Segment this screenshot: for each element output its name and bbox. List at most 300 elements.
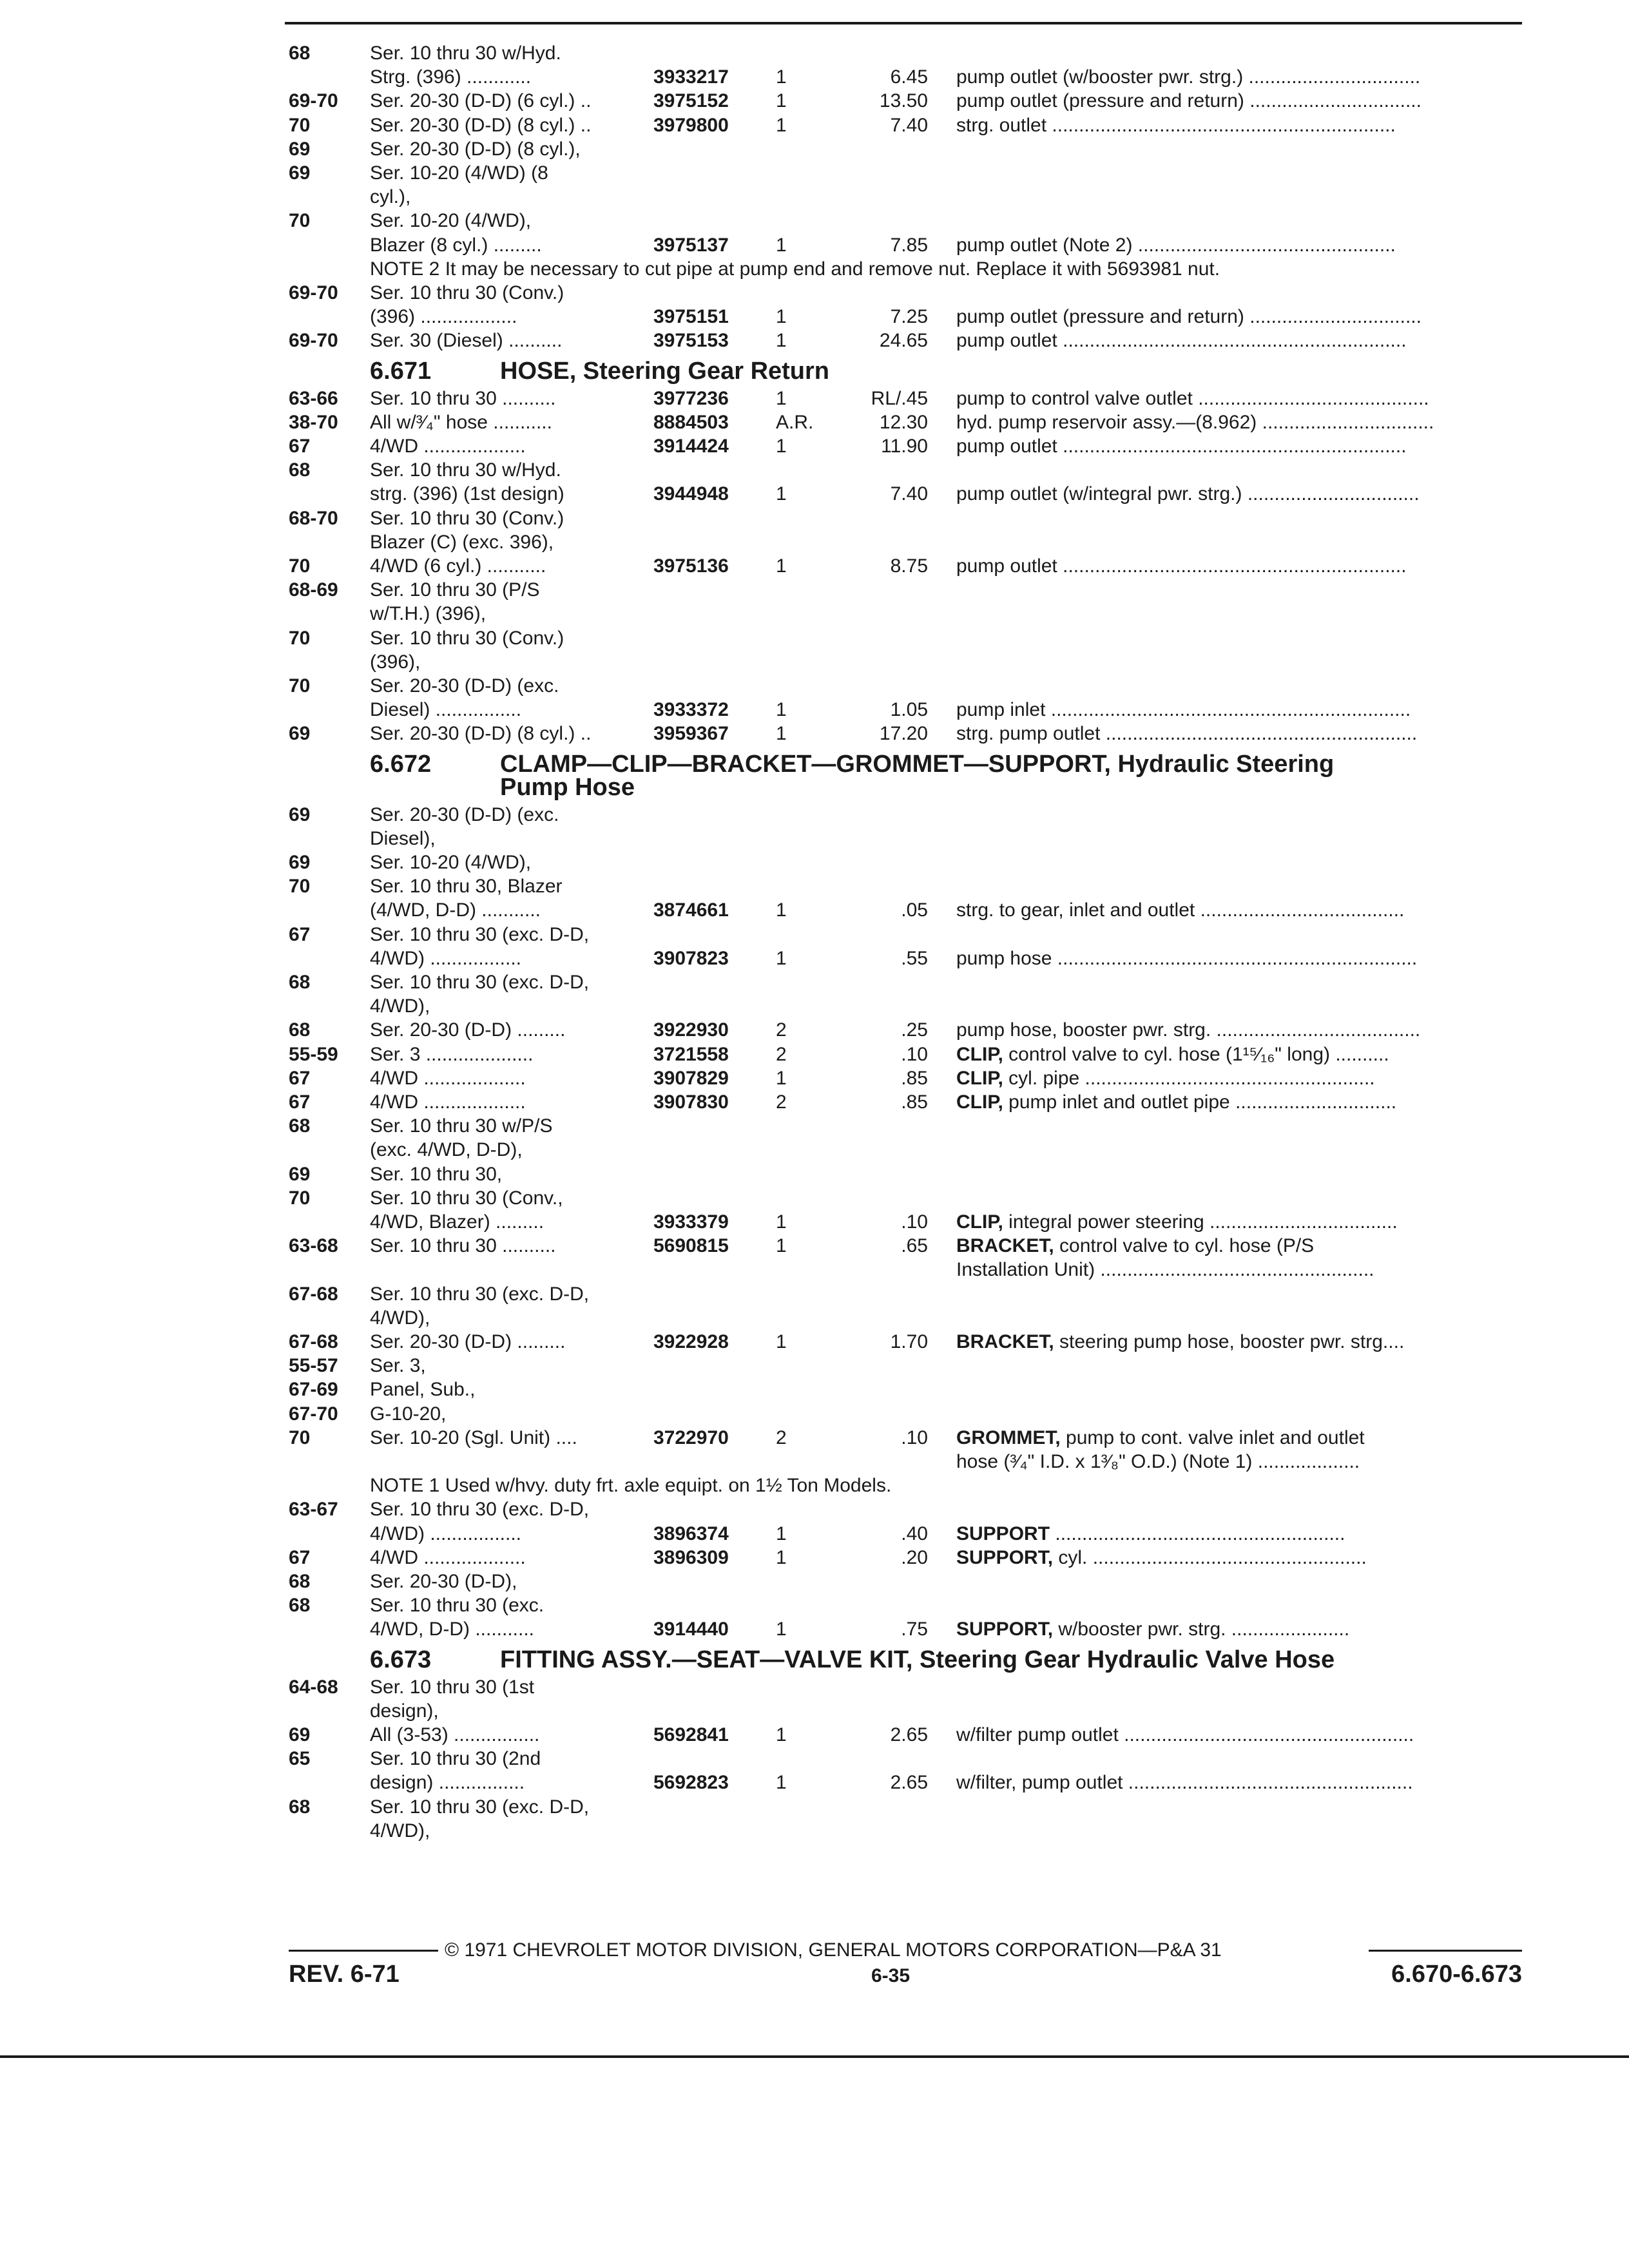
part-number: 3896309: [653, 1546, 729, 1568]
application: Ser. 10 thru 30 (Conv.,: [370, 1187, 563, 1209]
part-number: 3874661: [653, 899, 729, 921]
description-text: steering pump hose, booster pwr. strg....: [1054, 1331, 1405, 1352]
quantity: 1: [776, 306, 787, 328]
part-description: [956, 387, 1523, 411]
model-year: 69: [289, 803, 311, 825]
part-number: 8884503: [653, 411, 729, 433]
model-year: 67: [289, 923, 311, 945]
catalog-row-line: [0, 1114, 1629, 1139]
quantity: 1: [776, 436, 787, 457]
list-price: 13.50: [879, 90, 928, 112]
list-price: 1.05: [890, 699, 928, 721]
model-year: 70: [289, 1427, 311, 1448]
description-text: integral power steering ...................................: [1003, 1211, 1398, 1233]
page-number: 6-35: [871, 1965, 911, 1986]
part-type: CLIP,: [956, 1067, 1003, 1089]
part-description: [956, 1258, 1523, 1282]
part-number: 3975151: [653, 306, 729, 328]
section-range: 6.670-6.673: [1391, 1961, 1522, 1988]
model-year: 63-68: [289, 1235, 338, 1257]
quantity: 1: [776, 1724, 787, 1745]
part-description: [956, 1450, 1523, 1474]
application: Ser. 10 thru 30 (exc. D-D,: [370, 923, 590, 945]
catalog-row-line: [0, 530, 1629, 555]
catalog-row-line: [0, 1378, 1629, 1402]
catalog-row-line: [0, 1043, 1629, 1067]
part-number: 5692841: [653, 1724, 729, 1745]
part-description: [956, 698, 1523, 722]
quantity: 1: [776, 90, 787, 112]
catalog-row-line: [0, 554, 1629, 579]
catalog-row-line: [0, 994, 1629, 1019]
section-title: CLAMP—CLIP—BRACKET—GROMMET—SUPPORT, Hydraulic Steering: [500, 750, 1335, 778]
part-description: [956, 554, 1523, 579]
model-year: 68: [289, 1115, 311, 1137]
catalog-row-line: [0, 209, 1629, 233]
part-type: CLIP,: [956, 1091, 1003, 1113]
catalog-row-line: [0, 1354, 1629, 1378]
part-number: 3721558: [653, 1043, 729, 1065]
list-price: .10: [901, 1427, 928, 1448]
model-year: 68: [289, 1019, 311, 1041]
application: strg. (396) (1st design): [370, 483, 564, 505]
quantity: 2: [776, 1091, 787, 1113]
part-description: [956, 1617, 1523, 1642]
application: (396) ..................: [370, 306, 517, 328]
application: (396),: [370, 651, 421, 673]
list-price: 8.75: [890, 555, 928, 577]
quantity: 1: [776, 1331, 787, 1352]
quantity: 1: [776, 723, 787, 745]
list-price: 17.20: [879, 723, 928, 745]
part-number: 3907829: [653, 1067, 729, 1089]
model-year: 55-57: [289, 1355, 338, 1377]
section-number: 6.671: [370, 357, 432, 385]
model-year: 67: [289, 1091, 311, 1113]
part-description: [956, 1426, 1523, 1450]
application: Ser. 10 thru 30 w/Hyd.: [370, 459, 561, 481]
application: Ser. 3,: [370, 1355, 426, 1377]
application: Ser. 10 thru 30 (exc. D-D,: [370, 972, 590, 993]
catalog-row-line: [0, 650, 1629, 675]
section-title-continued: Pump Hose: [500, 773, 635, 801]
catalog-row-line: [0, 434, 1629, 459]
description-text: pump outlet (pressure and return) ................................: [956, 90, 1422, 112]
list-price: .10: [901, 1211, 928, 1233]
application: Ser. 10 thru 30 (Conv.): [370, 627, 564, 649]
catalog-row-line: [0, 626, 1629, 651]
application: 4/WD ...................: [370, 1067, 526, 1089]
part-description: [956, 722, 1523, 746]
part-description: [956, 1210, 1523, 1235]
application: Ser. 20-30 (D-D),: [370, 1571, 517, 1592]
catalog-row-line: [0, 1819, 1629, 1843]
model-year: 67-69: [289, 1379, 338, 1401]
catalog-row-line: [0, 1522, 1629, 1546]
part-number: 3933217: [653, 66, 729, 88]
part-description: [956, 1723, 1523, 1747]
part-number: 3922928: [653, 1331, 729, 1352]
application: Blazer (C) (exc. 396),: [370, 531, 554, 553]
catalog-row-line: [0, 1570, 1629, 1594]
model-year: 69: [289, 852, 311, 873]
application: 4/WD) .................: [370, 947, 522, 969]
model-year: 55-59: [289, 1043, 338, 1065]
catalog-row-line: [0, 1090, 1629, 1115]
part-description: [956, 1771, 1523, 1795]
part-number: 3979800: [653, 114, 729, 136]
catalog-row-line: [0, 1450, 1629, 1474]
application: Ser. 10 thru 30 (2nd: [370, 1748, 541, 1770]
quantity: 1: [776, 555, 787, 577]
model-year: 70: [289, 627, 311, 649]
application: 4/WD ...................: [370, 1091, 526, 1113]
part-description: [956, 1234, 1523, 1258]
application: Ser. 20-30 (D-D) (6 cyl.) ..: [370, 90, 592, 112]
catalog-row-line: [0, 874, 1629, 899]
part-number: 3933372: [653, 699, 729, 721]
part-number: 3914440: [653, 1619, 729, 1640]
list-price: .55: [901, 947, 928, 969]
application: Ser. 10-20 (Sgl. Unit) ....: [370, 1427, 577, 1448]
section-title: FITTING ASSY.—SEAT—VALVE KIT, Steering Gear Hydraulic Valve Hose: [500, 1646, 1335, 1673]
catalog-row-line: [0, 137, 1629, 162]
catalog-row-line: [0, 1426, 1629, 1450]
catalog-row-line: [0, 482, 1629, 506]
model-year: 69: [289, 138, 311, 160]
part-type: CLIP,: [956, 1043, 1003, 1065]
quantity: 2: [776, 1427, 787, 1448]
part-number: 3907830: [653, 1091, 729, 1113]
part-type: GROMMET,: [956, 1427, 1061, 1448]
model-year: 68: [289, 459, 311, 481]
model-year: 65: [289, 1748, 311, 1770]
part-number: 3907823: [653, 947, 729, 969]
application: Ser. 3 ....................: [370, 1043, 534, 1065]
catalog-row-line: [0, 1282, 1629, 1307]
catalog-row-line: [0, 1675, 1629, 1700]
model-year: 69-70: [289, 90, 338, 112]
model-year: 67: [289, 1067, 311, 1089]
part-description: [956, 434, 1523, 459]
application: Ser. 10-20 (4/WD),: [370, 852, 532, 873]
model-year: 67-70: [289, 1403, 338, 1425]
part-description: [956, 65, 1523, 90]
quantity: 1: [776, 899, 787, 921]
catalog-row-line: [0, 578, 1629, 602]
application: Strg. (396) ............: [370, 66, 532, 88]
description-text: pump inlet and outlet pipe ..............................: [1003, 1091, 1397, 1113]
application: G-10-20,: [370, 1403, 447, 1425]
application: 4/WD),: [370, 1820, 430, 1841]
model-year: 68-70: [289, 507, 338, 529]
part-description: [956, 1018, 1523, 1043]
catalog-row-line: [0, 305, 1629, 329]
application: Ser. 20-30 (D-D) .........: [370, 1019, 566, 1041]
part-description: [956, 233, 1523, 258]
list-price: 11.90: [881, 436, 928, 457]
application: w/T.H.) (396),: [370, 603, 487, 625]
description-text: ......................................................: [1050, 1523, 1345, 1544]
note-text: NOTE 2 It may be necessary to cut pipe at pump end and remove nut. Replace it with 5693981 nut.: [370, 258, 1220, 280]
catalog-row-line: [0, 458, 1629, 483]
list-price: 6.45: [890, 66, 928, 88]
application: Diesel) ................: [370, 699, 522, 721]
application: Ser. 20-30 (D-D) (8 cyl.) ..: [370, 723, 592, 745]
catalog-row-line: [0, 65, 1629, 90]
description-text: pump to cont. valve inlet and outlet: [1060, 1427, 1365, 1448]
application: (exc. 4/WD, D-D),: [370, 1139, 523, 1161]
application: Ser. 10 thru 30 ..........: [370, 387, 556, 409]
description-text: pump to control valve outlet ...........................................: [956, 387, 1429, 409]
quantity: 1: [776, 1211, 787, 1233]
list-price: 2.65: [890, 1772, 928, 1794]
footer-rule-right: [1369, 1950, 1522, 1952]
catalog-row-line: [0, 970, 1629, 995]
catalog-row-line: [0, 281, 1629, 305]
list-price: .20: [901, 1546, 928, 1568]
part-description: [956, 1546, 1523, 1570]
part-description: [956, 1043, 1523, 1067]
catalog-row-line: [0, 1066, 1629, 1091]
list-price: .05: [901, 899, 928, 921]
catalog-row-line: [0, 1402, 1629, 1427]
list-price: .65: [901, 1235, 928, 1257]
catalog-row-line: [0, 827, 1629, 851]
quantity: A.R.: [776, 411, 814, 433]
quantity: 1: [776, 330, 787, 352]
model-year: 70: [289, 876, 311, 898]
part-description: [956, 947, 1523, 971]
model-year: 69: [289, 1724, 311, 1745]
quantity: 1: [776, 114, 787, 136]
model-year: 64-68: [289, 1676, 338, 1698]
description-text: strg. to gear, inlet and outlet ......................................: [956, 899, 1405, 921]
part-number: 3977236: [653, 387, 729, 409]
description-text: control valve to cyl. hose (P/S: [1054, 1235, 1315, 1257]
part-number: 3944948: [653, 483, 729, 505]
catalog-row-line: [0, 1186, 1629, 1211]
bottom-rule: [0, 2055, 1629, 2058]
description-text: control valve to cyl. hose (1¹⁵⁄₁₆" long) ..........: [1003, 1043, 1389, 1065]
description-text: pump outlet ................................................................: [956, 330, 1407, 352]
model-year: 68: [289, 1595, 311, 1617]
application: Ser. 20-30 (D-D) (8 cyl.) ..: [370, 114, 592, 136]
application: cyl.),: [370, 186, 411, 208]
list-price: 12.30: [879, 411, 928, 433]
application: Ser. 10 thru 30 (exc. D-D,: [370, 1796, 590, 1818]
section-title: HOSE, Steering Gear Return: [500, 357, 830, 385]
application: Ser. 30 (Diesel) ..........: [370, 330, 563, 352]
part-number: 3975136: [653, 555, 729, 577]
quantity: 1: [776, 234, 787, 256]
model-year: 67: [289, 1546, 311, 1568]
description-text: pump outlet (pressure and return) ................................: [956, 306, 1422, 328]
list-price: 1.70: [890, 1331, 928, 1352]
list-price: 2.65: [890, 1724, 928, 1745]
quantity: 1: [776, 1235, 787, 1257]
application: Ser. 10 thru 30 (1st: [370, 1676, 535, 1698]
quantity: 1: [776, 947, 787, 969]
list-price: 7.40: [890, 114, 928, 136]
application: Ser. 10 thru 30 (exc.: [370, 1595, 545, 1617]
catalog-row-line: [0, 850, 1629, 875]
catalog-row-line: [0, 923, 1629, 947]
quantity: 2: [776, 1043, 787, 1065]
application: Ser. 10 thru 30 (Conv.): [370, 507, 564, 529]
description-text: strg. pump outlet ..........................................................: [956, 723, 1418, 745]
quantity: 1: [776, 1772, 787, 1794]
part-description: [956, 1090, 1523, 1115]
quantity: 1: [776, 1619, 787, 1640]
list-price: .10: [901, 1043, 928, 1065]
catalog-row-line: [0, 1617, 1629, 1642]
part-type: BRACKET,: [956, 1235, 1054, 1257]
catalog-row-line: [0, 1138, 1629, 1162]
application: 4/WD),: [370, 1307, 430, 1329]
model-year: 69-70: [289, 330, 338, 352]
quantity: 1: [776, 699, 787, 721]
part-number: 3933379: [653, 1211, 729, 1233]
part-type: SUPPORT,: [956, 1619, 1054, 1640]
part-description: [956, 329, 1523, 353]
catalog-row-line: [0, 674, 1629, 698]
application: Ser. 20-30 (D-D) (exc.: [370, 675, 559, 697]
application: Ser. 20-30 (D-D) (8 cyl.),: [370, 138, 581, 160]
catalog-row-line: [0, 41, 1629, 66]
description-text: pump hose ...................................................................: [956, 947, 1418, 969]
catalog-row-line: [0, 947, 1629, 971]
description-text: cyl. pipe ......................................................: [1003, 1067, 1375, 1089]
description-text: pump outlet ................................................................: [956, 436, 1407, 457]
model-year: 38-70: [289, 411, 338, 433]
top-rule: [285, 22, 1522, 24]
model-year: 70: [289, 1187, 311, 1209]
description-text: hose (³⁄₄" I.D. x 1³⁄₈" O.D.) (Note 1) ...................: [956, 1451, 1360, 1472]
catalog-row-line: [0, 1747, 1629, 1771]
part-number: 3896374: [653, 1523, 729, 1544]
quantity: 1: [776, 1523, 787, 1544]
description-text: w/filter, pump outlet .....................................................: [956, 1772, 1413, 1794]
part-description: [956, 1522, 1523, 1546]
application: All w/³⁄₄" hose ...........: [370, 411, 552, 433]
application: Ser. 20-30 (D-D) .........: [370, 1331, 566, 1352]
list-price: 7.85: [890, 234, 928, 256]
part-description: [956, 113, 1523, 138]
application: All (3-53) ................: [370, 1724, 540, 1745]
description-text: pump outlet (w/integral pwr. strg.) ................................: [956, 483, 1420, 505]
catalog-row-line: [0, 113, 1629, 138]
part-type: SUPPORT,: [956, 1546, 1054, 1568]
list-price: 7.25: [890, 306, 928, 328]
application: Ser. 10 thru 30 (exc. D-D,: [370, 1283, 590, 1305]
catalog-row-line: [0, 1593, 1629, 1618]
application: 4/WD (6 cyl.) ...........: [370, 555, 546, 577]
application: Ser. 10 thru 30 ..........: [370, 1235, 556, 1257]
list-price: 24.65: [879, 330, 928, 352]
application: design),: [370, 1700, 439, 1722]
application: Diesel),: [370, 827, 436, 849]
model-year: 63-66: [289, 387, 338, 409]
application: design) ................: [370, 1772, 525, 1794]
application: Ser. 10 thru 30 (Conv.): [370, 282, 564, 303]
description-text: pump outlet ................................................................: [956, 555, 1407, 577]
model-year: 70: [289, 210, 311, 232]
application: Ser. 20-30 (D-D) (exc.: [370, 803, 559, 825]
quantity: 1: [776, 1546, 787, 1568]
description-text: cyl. ...................................................: [1053, 1546, 1367, 1568]
part-number: 3975152: [653, 90, 729, 112]
part-description: [956, 410, 1523, 435]
description-text: w/filter pump outlet ......................................................: [956, 1724, 1414, 1745]
list-price: 7.40: [890, 483, 928, 505]
quantity: 1: [776, 483, 787, 505]
catalog-row-line: [0, 803, 1629, 827]
catalog-row-line: [0, 506, 1629, 531]
application: Ser. 10-20 (4/WD),: [370, 210, 532, 232]
part-type: SUPPORT: [956, 1523, 1050, 1544]
application: Ser. 10 thru 30,: [370, 1163, 503, 1185]
part-type: BRACKET,: [956, 1331, 1054, 1352]
catalog-row-line: [0, 161, 1629, 186]
catalog-row-line: [0, 1018, 1629, 1043]
description-text: Installation Unit) ...................................................: [956, 1259, 1374, 1281]
model-year: 68: [289, 1796, 311, 1818]
model-year: 63-67: [289, 1499, 338, 1521]
model-year: 70: [289, 555, 311, 577]
part-number: 3914424: [653, 436, 729, 457]
model-year: 69: [289, 1163, 311, 1185]
model-year: 70: [289, 114, 311, 136]
description-text: pump hose, booster pwr. strg. ......................................: [956, 1019, 1421, 1041]
part-number: 5690815: [653, 1235, 729, 1257]
model-year: 68: [289, 972, 311, 993]
section-number: 6.673: [370, 1646, 432, 1673]
catalog-row-line: [0, 1330, 1629, 1354]
part-description: [956, 1330, 1523, 1354]
part-description: [956, 482, 1523, 506]
application: 4/WD, Blazer) .........: [370, 1211, 545, 1233]
model-year: 68: [289, 1571, 311, 1592]
note-text: NOTE 1 Used w/hvy. duty frt. axle equipt. on 1½ Ton Models.: [370, 1475, 892, 1497]
application: Ser. 10 thru 30 w/P/S: [370, 1115, 553, 1137]
application: Ser. 10-20 (4/WD) (8: [370, 162, 548, 184]
catalog-row-line: [0, 410, 1629, 435]
part-description: [956, 305, 1523, 329]
revision-label: REV. 6-71: [289, 1961, 400, 1988]
part-number: 3922930: [653, 1019, 729, 1041]
application: 4/WD) .................: [370, 1523, 522, 1544]
catalog-row-line: [0, 329, 1629, 353]
model-year: 67-68: [289, 1331, 338, 1352]
model-year: 69-70: [289, 282, 338, 303]
quantity: 1: [776, 66, 787, 88]
catalog-row-line: [0, 387, 1629, 411]
application: Panel, Sub.,: [370, 1379, 476, 1401]
application: 4/WD ...................: [370, 1546, 526, 1568]
list-price: .85: [901, 1067, 928, 1089]
application: Ser. 10 thru 30 (exc. D-D,: [370, 1499, 590, 1521]
description-text: pump outlet (Note 2) ................................................: [956, 234, 1396, 256]
description-text: pump outlet (w/booster pwr. strg.) ................................: [956, 66, 1421, 88]
model-year: 69: [289, 162, 311, 184]
catalog-row-line: [0, 1546, 1629, 1570]
part-number: 3975153: [653, 330, 729, 352]
model-year: 67-68: [289, 1283, 338, 1305]
catalog-row-line: [0, 1771, 1629, 1795]
catalog-row-line: [0, 1258, 1629, 1282]
application: Blazer (8 cyl.) .........: [370, 234, 542, 256]
